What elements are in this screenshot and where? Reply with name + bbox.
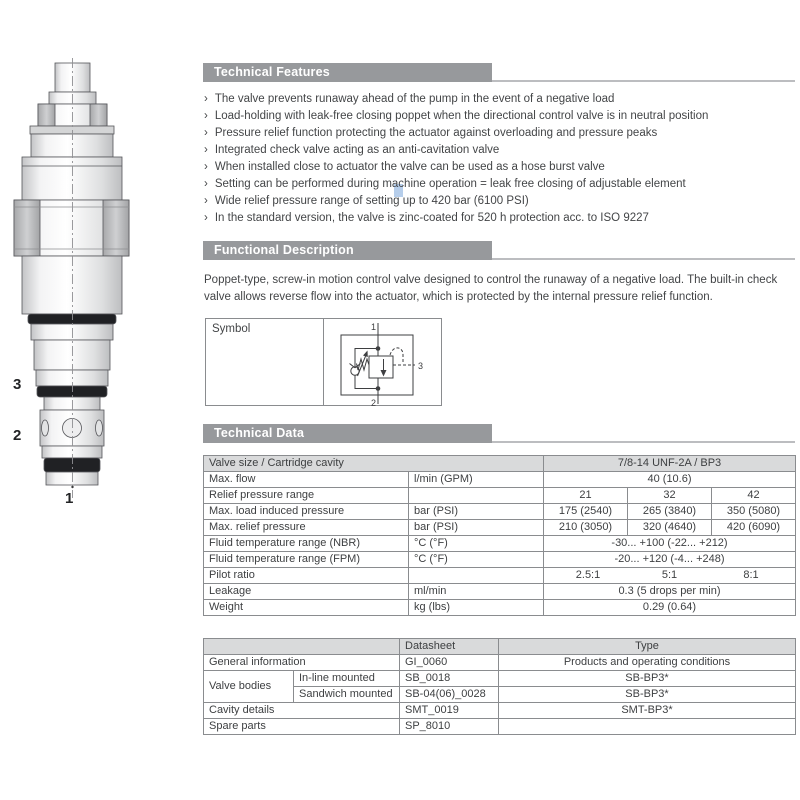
bullet-marker: › xyxy=(204,178,208,190)
symbol-port-1: 1 xyxy=(370,322,376,332)
feature-text: The valve prevents runaway ahead of the pump in the event of a negative load xyxy=(214,93,615,105)
cell-value: 265 (3840) xyxy=(628,504,712,520)
cell-unit: bar (PSI) xyxy=(409,520,544,536)
table-row xyxy=(204,504,796,520)
hydraulic-symbol xyxy=(324,319,443,407)
cell-label: Cavity details xyxy=(204,703,400,719)
functional-description-paragraph: Poppet-type, screw-in motion control valve designed to control the runaway of a negative load. The built-in check valve allows reverse flow into the actuator, which is protected by the internal pressure relief function. xyxy=(204,274,778,303)
cell-type xyxy=(499,719,796,735)
table-row xyxy=(204,456,796,472)
cell-variant: Sandwich mounted xyxy=(294,687,400,703)
feature-item xyxy=(204,108,795,125)
cell-label: Max. flow xyxy=(204,472,409,488)
valve-illustration xyxy=(0,55,190,515)
table-row xyxy=(204,655,796,671)
cell-unit: bar (PSI) xyxy=(409,504,544,520)
cell-type: SMT-BP3* xyxy=(499,703,796,719)
cell-value: 40 (10.6) xyxy=(544,472,796,488)
table-row xyxy=(204,671,796,687)
cell-group-label: Valve bodies xyxy=(204,671,294,703)
feature-text: In the standard version, the valve is zinc-coated for 520 h protection acc. to ISO 9227 xyxy=(214,212,649,224)
feature-item xyxy=(204,210,795,227)
bullet-marker: › xyxy=(204,161,208,173)
cell-value: 0.29 (0.64) xyxy=(544,600,796,616)
symbol-port-2: 2 xyxy=(370,398,376,407)
technical-features-list xyxy=(204,91,795,227)
technical-data-table xyxy=(203,455,796,616)
feature-item xyxy=(204,193,795,210)
symbol-diagram-cell xyxy=(324,319,441,405)
cell-value: 8:1 xyxy=(743,569,759,581)
symbol-panel xyxy=(205,318,442,406)
column-header-datasheet: Datasheet xyxy=(400,639,499,655)
section-rule xyxy=(492,441,795,444)
cell-datasheet: SB_0018 xyxy=(400,671,499,687)
bullet-marker: › xyxy=(204,110,208,122)
symbol-port-3: 3 xyxy=(418,361,424,371)
feature-item xyxy=(204,91,795,108)
cell-value: 320 (4640) xyxy=(628,520,712,536)
cell-value: 32 xyxy=(628,488,712,504)
cell-value: 7/8-14 UNF-2A / BP3 xyxy=(544,456,796,472)
table-row xyxy=(204,536,796,552)
table-row xyxy=(204,703,796,719)
feature-text: Pressure relief function protecting the actuator against overloading and pressure peaks xyxy=(214,127,658,139)
cell-value: 350 (5080) xyxy=(712,504,796,520)
adjust-arrow xyxy=(363,351,368,358)
cell-value: 0.3 (5 drops per min) xyxy=(544,584,796,600)
cell-value: 420 (6090) xyxy=(712,520,796,536)
cell-type: SB-BP3* xyxy=(499,687,796,703)
cell-datasheet: SMT_0019 xyxy=(400,703,499,719)
port-label-1: 1 xyxy=(65,490,74,507)
feature-text: Wide relief pressure range of setting up to 420 bar (6100 PSI) xyxy=(214,195,529,207)
cell-variant: In-line mounted xyxy=(294,671,400,687)
cell-type: SB-BP3* xyxy=(499,671,796,687)
cell-label: Relief pressure range xyxy=(204,488,409,504)
cell-datasheet: GI_0060 xyxy=(400,655,499,671)
cell-label: Max. load induced pressure xyxy=(204,504,409,520)
cell-value: 175 (2540) xyxy=(544,504,628,520)
table-row xyxy=(204,520,796,536)
table-row xyxy=(204,600,796,616)
feature-text: Integrated check valve acting as an anti-cavitation valve xyxy=(214,144,500,156)
cell-value: 5:1 xyxy=(661,569,678,581)
section-title-technical-data: Technical Data xyxy=(203,424,492,443)
symbol-label: Symbol xyxy=(206,319,324,405)
cell-value-group xyxy=(544,568,796,584)
table-row xyxy=(204,552,796,568)
cell-label: Fluid temperature range (NBR) xyxy=(204,536,409,552)
feature-item xyxy=(204,125,795,142)
cell-unit xyxy=(409,488,544,504)
cell-unit: °C (°F) xyxy=(409,552,544,568)
feature-text: Setting can be performed during machine operation = leak free closing of adjustable element xyxy=(214,178,686,190)
section-rule xyxy=(492,258,795,261)
bullet-marker: › xyxy=(204,195,208,207)
table-row xyxy=(204,639,796,655)
cell-value: -30... +100 (-22... +212) xyxy=(544,536,796,552)
cell-unit: kg (lbs) xyxy=(409,600,544,616)
cell-type: Products and operating conditions xyxy=(499,655,796,671)
cell-label: Max. relief pressure xyxy=(204,520,409,536)
section-header-technical-data xyxy=(203,424,795,443)
feature-item xyxy=(204,142,795,159)
feature-item xyxy=(204,176,795,193)
junction-dot xyxy=(376,386,381,391)
cell-datasheet: SB-04(06)_0028 xyxy=(400,687,499,703)
column-header-type: Type xyxy=(499,639,796,655)
section-title-functional-description: Functional Description xyxy=(203,241,492,260)
cell-value: 210 (3050) xyxy=(544,520,628,536)
feature-text: When installed close to actuator the valve can be used as a hose burst valve xyxy=(214,161,605,173)
cell-label: Leakage xyxy=(204,584,409,600)
port-label-3: 3 xyxy=(13,376,22,393)
table-row xyxy=(204,472,796,488)
cell-label: General information xyxy=(204,655,400,671)
cell-label: Weight xyxy=(204,600,409,616)
bullet-marker: › xyxy=(204,127,208,139)
cell-unit: l/min (GPM) xyxy=(409,472,544,488)
center-mark xyxy=(71,486,73,488)
port-label-2: 2 xyxy=(13,427,22,444)
bullet-marker: › xyxy=(204,212,208,224)
cell-label: Fluid temperature range (FPM) xyxy=(204,552,409,568)
cell-value: 21 xyxy=(544,488,628,504)
table-row xyxy=(204,584,796,600)
section-header-technical-features xyxy=(203,63,795,82)
reference-table xyxy=(203,638,796,735)
cell-unit: ml/min xyxy=(409,584,544,600)
cell-value: 2.5:1 xyxy=(575,569,601,581)
cell-unit: °C (°F) xyxy=(409,536,544,552)
bullet-marker: › xyxy=(204,93,208,105)
cell-empty xyxy=(204,639,400,655)
cell-unit xyxy=(409,568,544,584)
feature-item xyxy=(204,159,795,176)
valve-body-shapes xyxy=(14,63,129,485)
cell-label: Valve size / Cartridge cavity xyxy=(204,456,544,472)
datasheet-content xyxy=(203,0,795,800)
table-row xyxy=(204,719,796,735)
junction-dot xyxy=(376,346,381,351)
section-header-functional-description xyxy=(203,241,795,260)
cell-label: Spare parts xyxy=(204,719,400,735)
cell-datasheet: SP_8010 xyxy=(400,719,499,735)
section-title-technical-features: Technical Features xyxy=(203,63,492,82)
cell-label: Pilot ratio xyxy=(204,568,409,584)
cell-value: 42 xyxy=(712,488,796,504)
table-row xyxy=(204,488,796,504)
section-rule xyxy=(492,80,795,83)
feature-text: Load-holding with leak-free closing poppet when the directional control valve is in neutral position xyxy=(214,110,709,122)
bullet-marker: › xyxy=(204,144,208,156)
cell-value: -20... +120 (-4... +248) xyxy=(544,552,796,568)
table-row xyxy=(204,568,796,584)
